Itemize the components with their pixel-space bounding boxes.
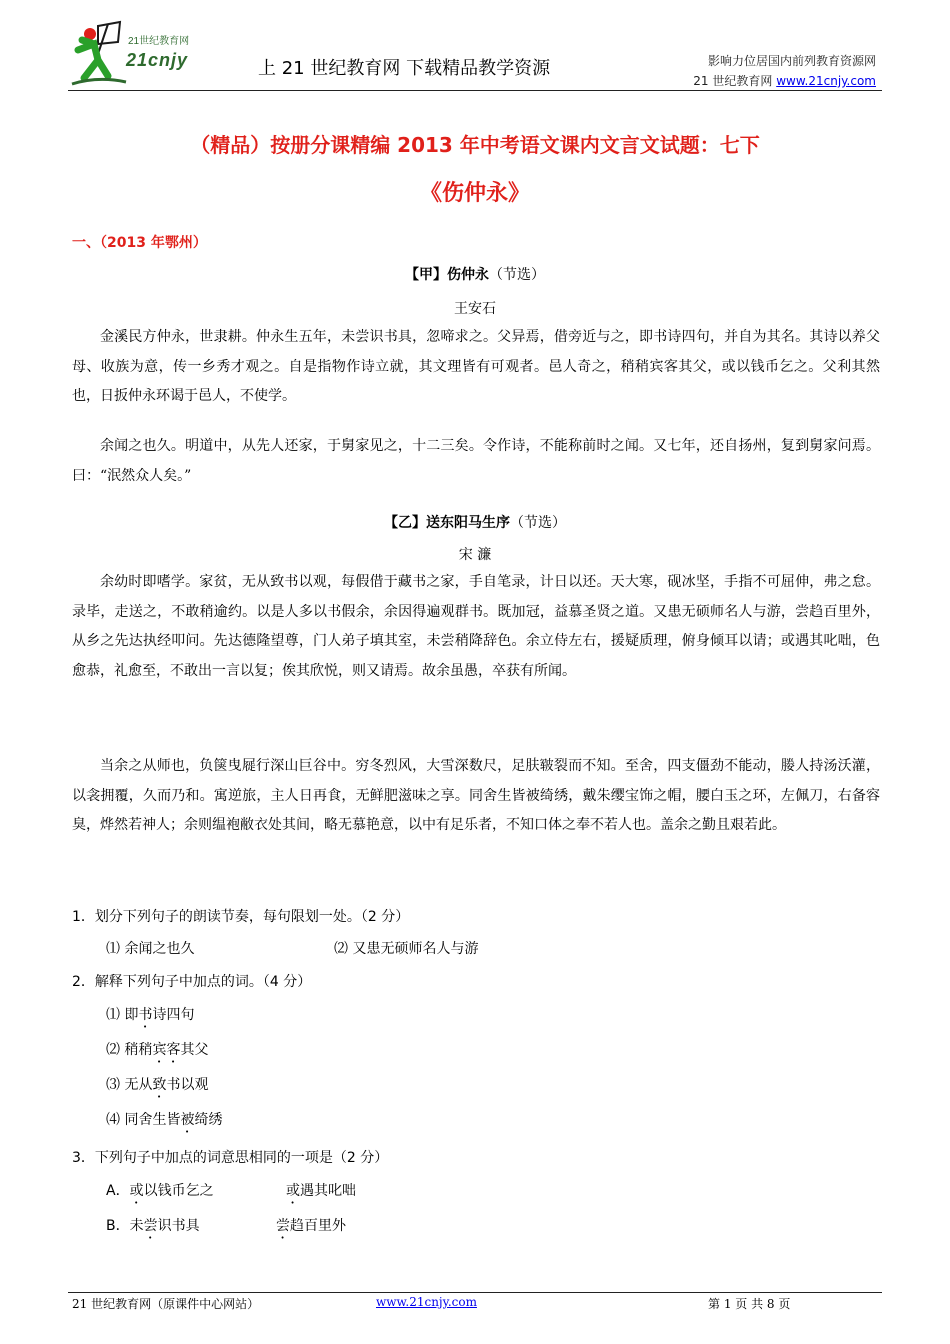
question-3-option-a: A．或以钱币乞之 (106, 1183, 214, 1199)
question-3-option-a-second: 或遇其叱咄 (286, 1183, 356, 1199)
document-title-line2: 《伤仲永》 (419, 181, 530, 206)
text-b-author: 宋 濂 (458, 547, 492, 563)
question-3-option-b-second: 尝趋百里外 (276, 1218, 346, 1234)
runner-logo-icon (68, 20, 128, 90)
question-2: 2．解释下列句子中加点的词。（4 分） (72, 974, 312, 990)
question-2-item: ⑶ 无从致书以观 (106, 1077, 209, 1093)
text-b-paragraph: 当余之从师也，负箧曳屣行深山巨谷中。穷冬烈风，大雪深数尺，足肤皲裂而不知。至舍，四支僵劲不能动，媵人持汤沃灌，以衾拥覆，久而乃和。寓逆旅，主人日再食，无鲜肥滋味之享。同舍生皆被绮绣，戴朱缨宝饰之帽，腰白玉之环，左佩刀，右备容臭，烨然若神人；余则缊袍敝衣处其间，略无慕艳意，以中有足乐者，不知口体之奉不若人也。盖余之勤且艰若此。 (72, 758, 880, 833)
header-site-link[interactable]: www.21cnjy.com (776, 74, 876, 88)
question-1-item-a: ⑴ 余闻之也久 (106, 941, 195, 957)
header-tagline: 上 21 世纪教育网 下载精品教学资源 (258, 58, 551, 79)
question-3-option-b: B．未尝识书具 (106, 1218, 200, 1234)
header-divider (68, 90, 882, 91)
section-heading: 一、（2013 年鄂州） (72, 235, 207, 251)
document-title-line1: （精品）按册分课精编 2013 年中考语文课内文言文试题：七下 (190, 133, 760, 157)
text-b-heading: 【乙】送东阳马生序（节选） (384, 515, 566, 531)
text-a-paragraph: 金溪民方仲永，世隶耕。仲永生五年，未尝识书具，忽啼求之。父异焉，借旁近与之，即书诗四句，并自为其名。其诗以养父母、收族为意，传一乡秀才观之。自是指物作诗立就，其文理皆有可观者。邑人奇之，稍稍宾客其父，或以钱币乞之。父利其然也，日扳仲永环谒于邑人，不使学。 (72, 329, 880, 404)
header-right-line2: 21 世纪教育网 www.21cnjy.com (693, 74, 876, 88)
text-a-author: 王安石 (454, 301, 496, 317)
footer-link-wrap (376, 1295, 477, 1309)
question-3: 3．下列句子中加点的词意思相同的一项是（2 分） (72, 1150, 389, 1166)
footer-left-text: 21 世纪教育网（原课件中心网站） (72, 1297, 260, 1311)
text-b-paragraph: 余幼时即嗜学。家贫，无从致书以观，每假借于藏书之家，手自笔录，计日以还。天大寒，砚冰坚，手指不可屈伸，弗之怠。录毕，走送之，不敢稍逾约。以是人多以书假余，余因得遍观群书。既加冠，益慕圣贤之道。又患无硕师名人与游，尝趋百里外，从乡之先达执经叩问。先达德隆望尊，门人弟子填其室，未尝稍降辞色。余立侍左右，援疑质理，俯身倾耳以请；或遇其叱咄，色愈恭，礼愈至，不敢出一言以复；俟其欣悦，则又请焉。故余虽愚，卒获有所闻。 (72, 574, 880, 679)
question-1: 1．划分下列句子的朗读节奏，每句限划一处。（2 分） (72, 909, 410, 925)
question-2-item: ⑷ 同舍生皆被绮绣 (106, 1112, 223, 1128)
question-2-item: ⑵ 稍稍宾客其父 (106, 1042, 209, 1058)
footer-divider (68, 1292, 882, 1293)
text-a-paragraph: 余闻之也久。明道中，从先人还家，于舅家见之，十二三矣。令作诗，不能称前时之闻。又七年，还自扬州，复到舅家问焉。曰：“泯然众人矣。” (72, 438, 880, 484)
footer-site-link[interactable]: www.21cnjy.com (376, 1295, 477, 1309)
question-1-item-b: ⑵ 又患无硕师名人与游 (334, 941, 479, 957)
header-right-line1: 影响力位居国内前列教育资源网 (707, 54, 876, 68)
logo-text-small: 21世纪教育网 (128, 36, 190, 47)
text-a-heading: 【甲】伤仲永（节选） (405, 267, 545, 283)
question-2-item: ⑴ 即书诗四句 (106, 1007, 195, 1023)
footer-page-number: 第 1 页 共 8 页 (708, 1297, 791, 1311)
logo-text-big: 21cnjy (126, 50, 189, 70)
